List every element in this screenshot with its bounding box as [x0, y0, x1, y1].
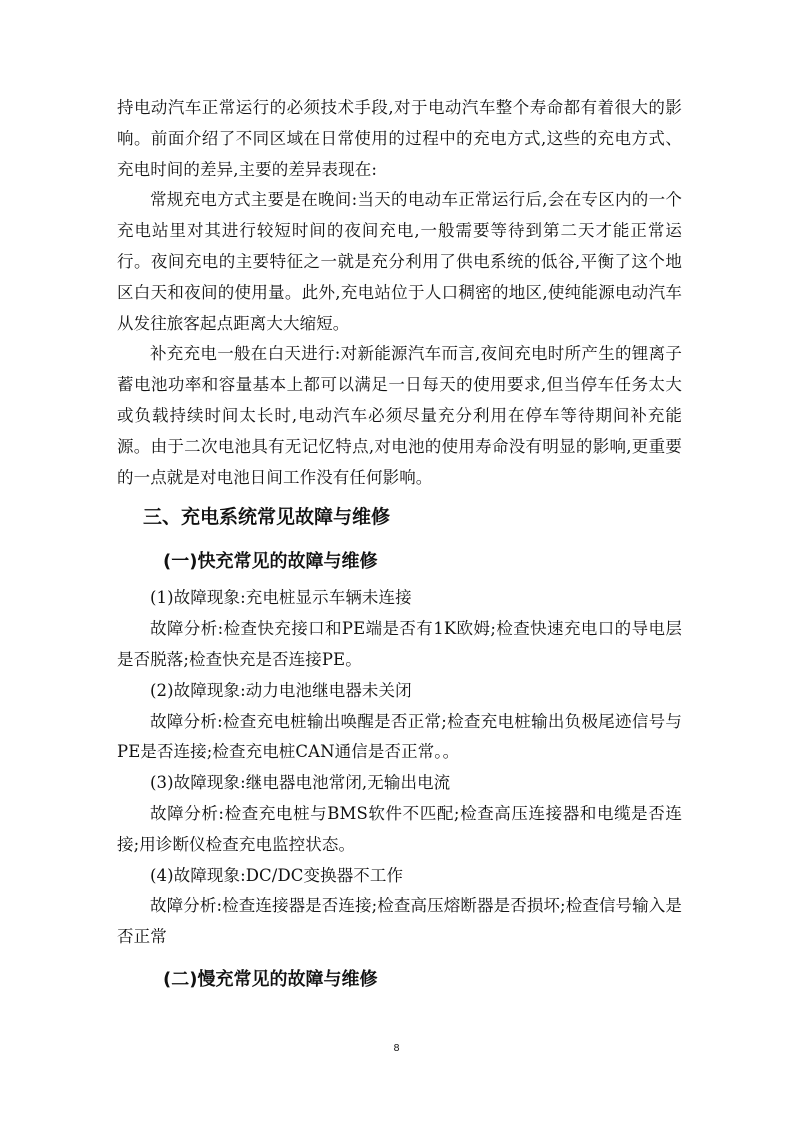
fault-analysis-3: 故障分析:检查充电桩与BMS软件不匹配;检查高压连接器和电缆是否连接;用诊断仪检查充电监控状态。 [117, 803, 682, 854]
page-number: 8 [393, 1043, 400, 1054]
fault-phenomenon-4: (4)故障现象:DC/DC变换器不工作 [150, 865, 404, 885]
paragraph-supplementary-charging: 补充充电一般在白天进行:对新能源汽车而言,夜间充电时所产生的锂离子蓄电池功率和容量基本上都可以满足一日每天的使用要求,但当停车任务太大或负载持续时间太长时,电动汽车必须尽量充分利用在停车等待期间补充能源。由于二次电池具有无记忆特点,对电池的使用寿命没有明显的影响,更重要的一点就是对电池日间工作没有任何影响。 [117, 344, 682, 487]
fault-analysis-2: 故障分析:检查充电桩输出唤醒是否正常;检查充电桩输出负极尾迹信号与PE是否连接;检查充电桩CAN通信是否正常。。 [117, 711, 682, 762]
fault-phenomenon-2: (2)故障现象:动力电池继电器未关闭 [150, 680, 412, 700]
fault-phenomenon-3: (3)故障现象:继电器电池常闭,无输出电流 [150, 773, 451, 793]
fault-phenomenon-1: (1)故障现象:充电桩显示车辆未连接 [150, 588, 412, 608]
subsection-heading-fast-charge: (一)快充常见的故障与维修 [163, 551, 378, 573]
paragraph-regular-charging: 常规充电方式主要是在晚间:当天的电动车正常运行后,会在专区内的一个充电站里对其进行较短时间的夜间充电,一般需要等待到第二天才能正常运行。夜间充电的主要特征之一就是充分利用了供电系统的低谷,平衡了这个地区白天和夜间的使用量。此外,充电站位于人口稠密的地区,使纯能源电动汽车从发往旅客起点距离大大缩短。 [117, 190, 682, 333]
page-body [117, 93, 682, 1001]
fault-analysis-1: 故障分析:检查快充接口和PE端是否有1K欧姆;检查快速充电口的导电层是否脱落;检查快充是否连接PE。 [117, 619, 682, 669]
paragraph-intro: 持电动汽车正常运行的必须技术手段,对于电动汽车整个寿命都有着很大的影响。前面介绍了不同区域在日常使用的过程中的充电方式,这些的充电方式、充电时间的差异,主要的差异表现在: [117, 98, 682, 179]
section-heading: 三、充电系统常见故障与维修 [143, 506, 391, 529]
subsection-heading-slow-charge: (二)慢充常见的故障与维修 [163, 968, 378, 990]
fault-analysis-4: 故障分析:检查连接器是否连接;检查高压熔断器是否损坏;检查信号输入是否正常 [117, 896, 682, 947]
